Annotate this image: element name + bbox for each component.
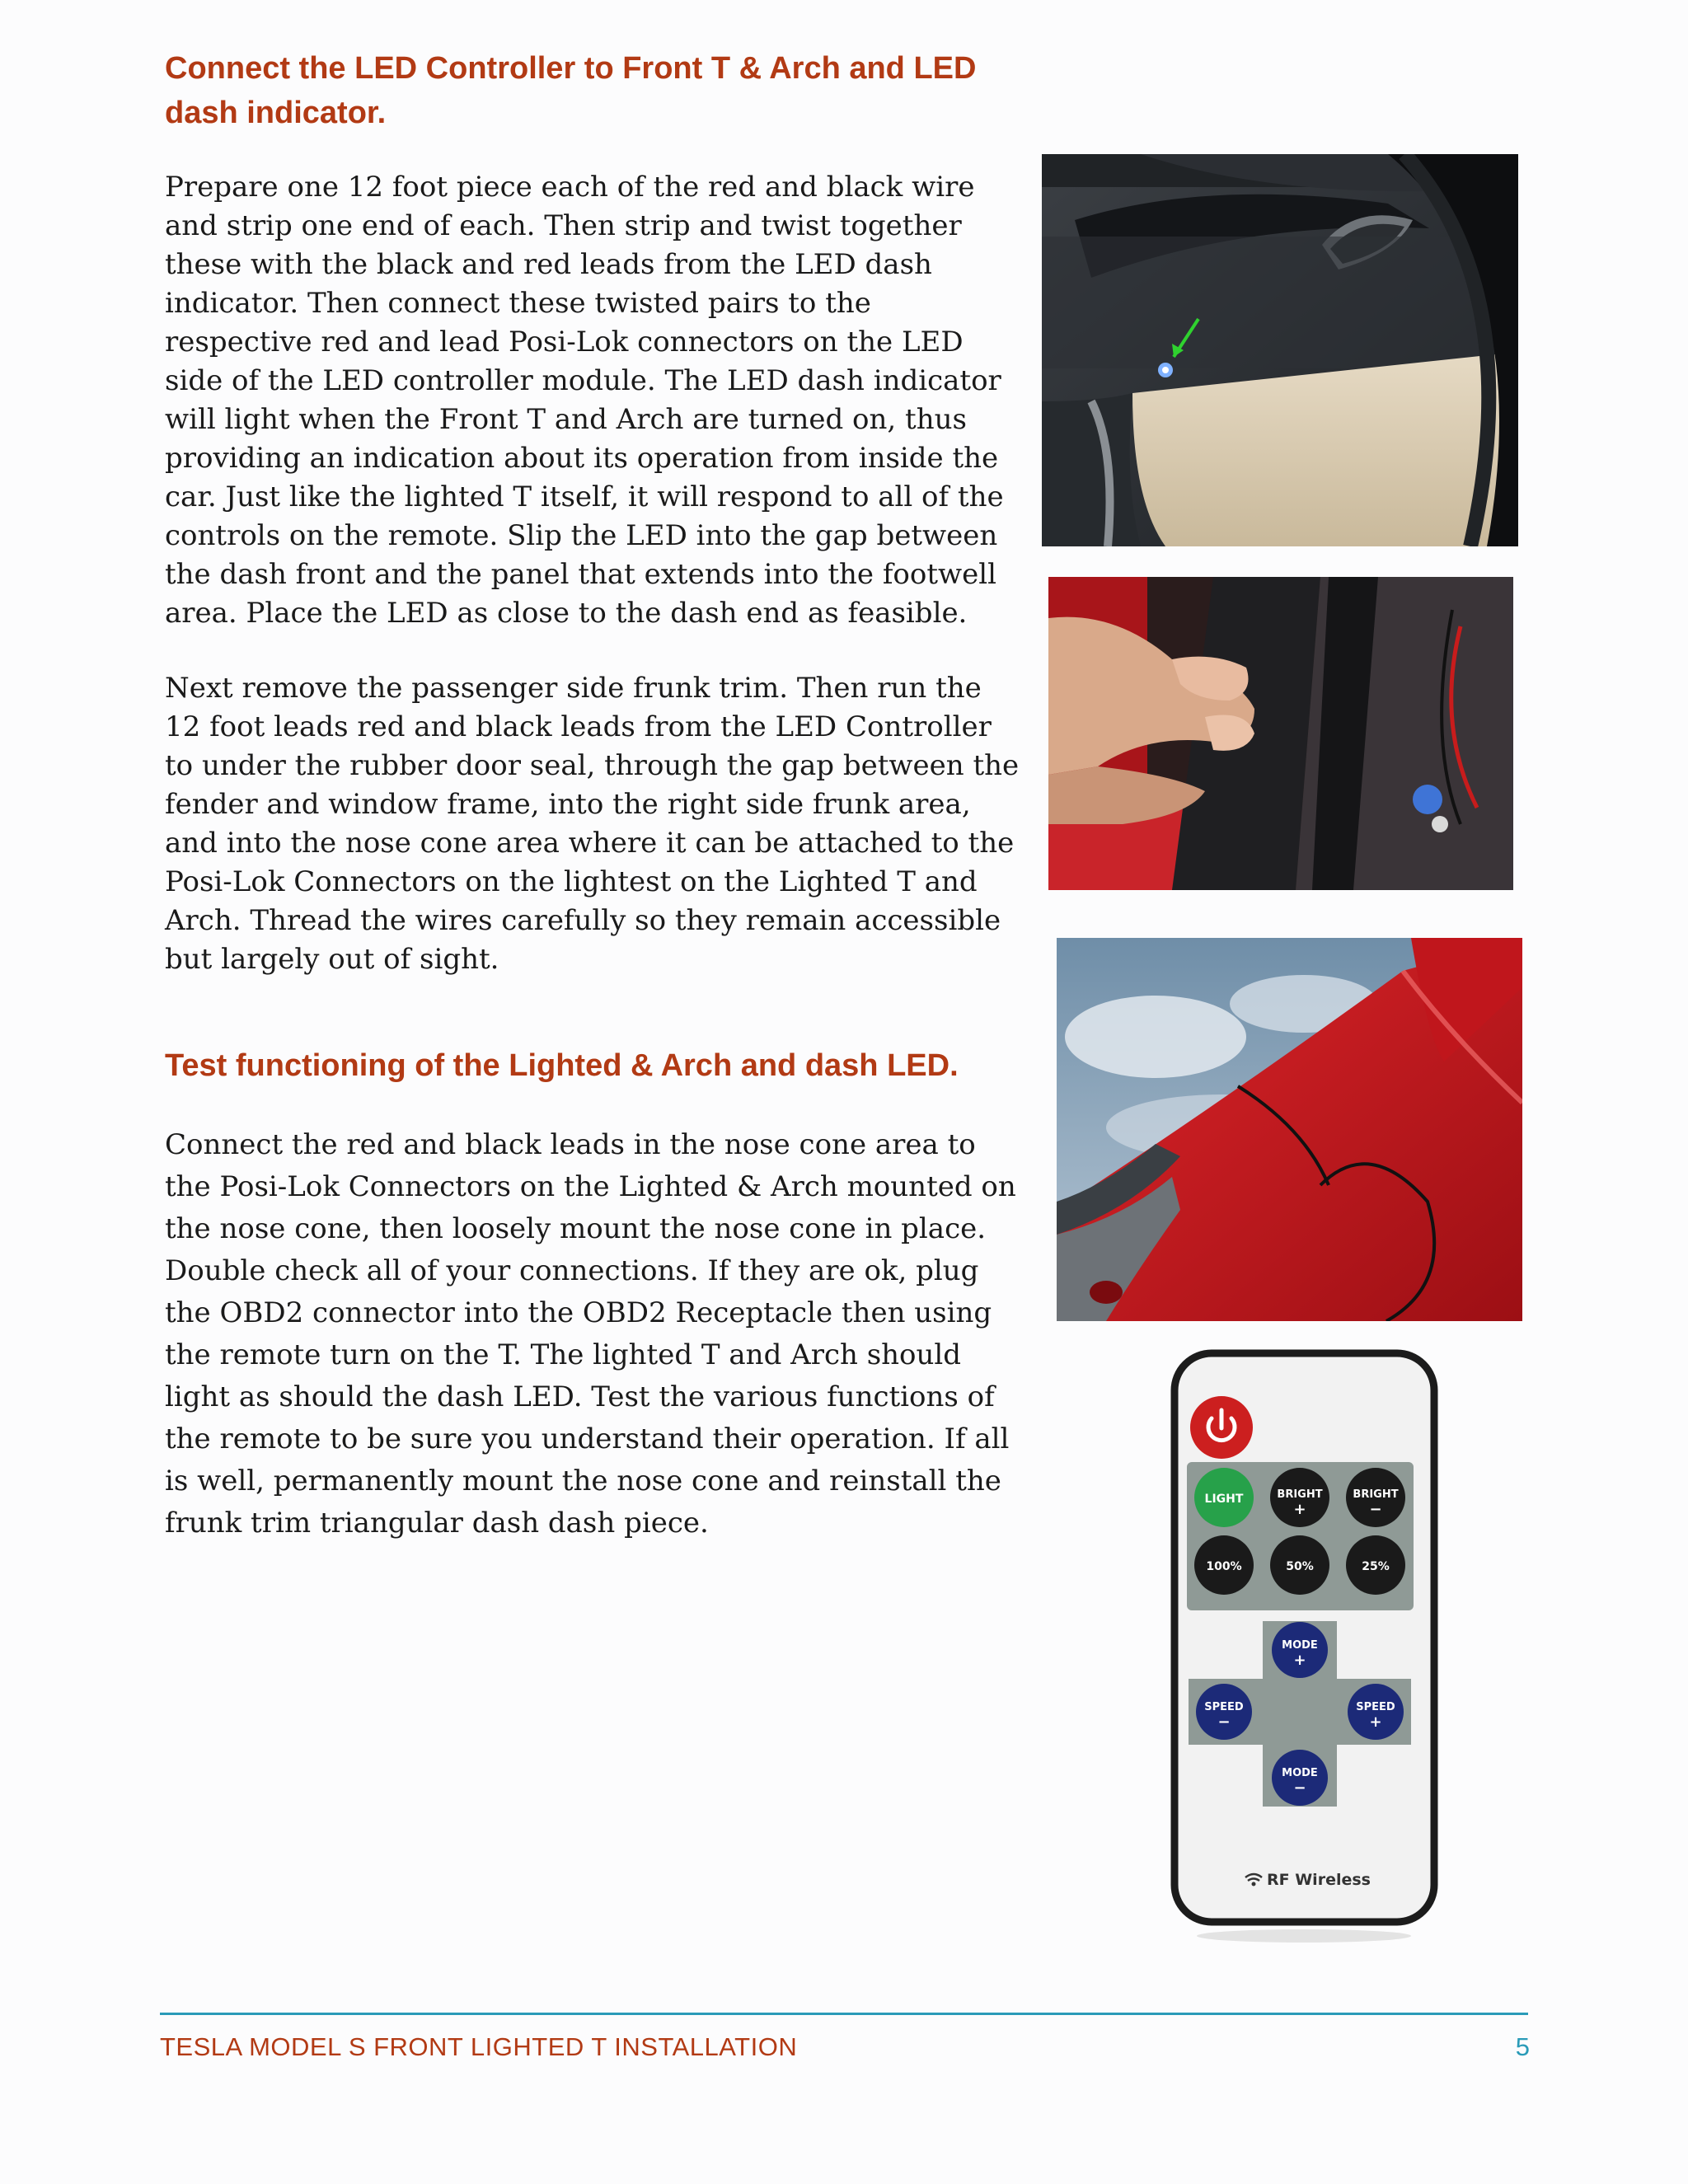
power-button[interactable] xyxy=(1190,1396,1253,1459)
bright-down-sign: − xyxy=(1369,1501,1382,1518)
brightness-25-button[interactable] xyxy=(1346,1535,1405,1595)
brightness-50-label: 50% xyxy=(1286,1560,1314,1573)
dash-led-photo xyxy=(1042,154,1518,546)
paragraph-route-leads: Next remove the passenger side frunk trim. Then run the 12 foot leads red and black leads from the LED Controller to under the rubber door seal, through the gap between the fender and window frame, into the right side frunk area, and into the nose cone area where it can be attached to the Posi-Lok Connectors on the lightest on the Lighted T and Arch. Thread the wires carefully so they remain accessible but largely out of sight. xyxy=(165,672,1020,976)
brightness-25-label: 25% xyxy=(1362,1560,1390,1573)
speed-up-button[interactable] xyxy=(1348,1684,1404,1740)
mode-up-button[interactable] xyxy=(1272,1622,1328,1678)
section-heading-connect: Connect the LED Controller to Front T & Arch and LED dash indicator. xyxy=(165,51,977,130)
brightness-100-button[interactable] xyxy=(1194,1535,1254,1595)
brightness-50-button[interactable] xyxy=(1270,1535,1329,1595)
mode-down-button[interactable] xyxy=(1272,1750,1328,1806)
door-seal-photo xyxy=(1048,577,1513,890)
bright-up-label: BRIGHT xyxy=(1277,1488,1323,1501)
mode-up-sign: + xyxy=(1293,1652,1306,1669)
bright-down-button[interactable] xyxy=(1346,1468,1405,1527)
speed-up-label: SPEED xyxy=(1356,1701,1395,1713)
light-button[interactable] xyxy=(1194,1468,1254,1527)
speed-up-sign: + xyxy=(1369,1713,1382,1731)
speed-down-sign: − xyxy=(1217,1713,1231,1731)
mode-down-sign: − xyxy=(1293,1779,1306,1797)
page-number: 5 xyxy=(1515,2032,1530,2061)
paragraph-test-connections: Connect the red and black leads in the nose cone area to the Posi-Lok Connectors on the Lighted & Arch mounted on the nose cone, then loosely mount the nose cone in place. Double check all of your connections. If they are ok, plug the OBD2 connector into the OBD2 Receptacle then using the remote turn on the T. The lighted T and Arch should light as should the dash LED. Test the various functions of the remote to be sure you understand their operation. If all is well, permanently mount the nose cone and reinstall the frunk trim triangular dash dash piece. xyxy=(165,1128,1016,1540)
speed-down-button[interactable] xyxy=(1196,1684,1252,1740)
footer-title: TESLA MODEL S FRONT LIGHTED T INSTALLATION xyxy=(160,2032,798,2061)
rf-remote-control xyxy=(1162,1349,1447,1944)
speed-down-label: SPEED xyxy=(1204,1701,1244,1713)
light-button-label: LIGHT xyxy=(1204,1493,1244,1506)
bright-up-button[interactable] xyxy=(1270,1468,1329,1527)
mode-up-label: MODE xyxy=(1282,1639,1318,1652)
footer-divider xyxy=(160,2013,1528,2015)
bright-up-sign: + xyxy=(1293,1501,1306,1518)
bright-down-label: BRIGHT xyxy=(1353,1488,1399,1501)
brightness-100-label: 100% xyxy=(1206,1560,1242,1573)
fender-window-photo xyxy=(1057,938,1522,1321)
paragraph-prepare-wires: Prepare one 12 foot piece each of the red and black wire and strip one end of each. Then strip and twist together these with the black and red leads from the LED dash indicator. Then connect these twisted pairs to the respective red and lead Posi-Lok connectors on the LED side of the LED controller module. The LED dash indicator will light when the Front T and Arch are turned on, thus providing an indication about its operation from inside the car. Just like the lighted T itself, it will respond to all of the controls on the remote. Slip the LED into the gap between the dash front and the panel that extends into the footwell area. Place the LED as close to the dash end as feasible. xyxy=(165,171,1004,630)
section-heading-test: Test functioning of the Lighted & Arch and dash LED. xyxy=(165,1048,959,1083)
mode-down-label: MODE xyxy=(1282,1767,1318,1779)
rf-wireless-label: RF Wireless xyxy=(1267,1871,1371,1889)
